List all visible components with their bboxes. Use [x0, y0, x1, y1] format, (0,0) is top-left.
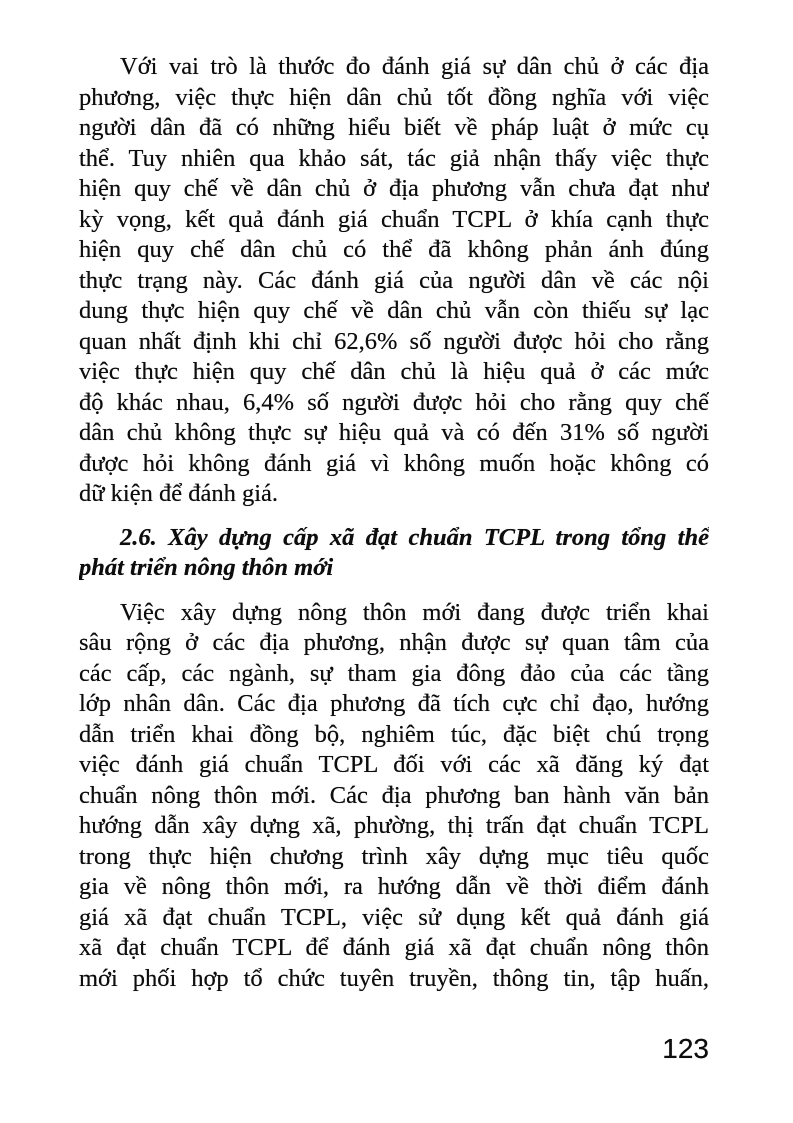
paragraph-new-rural-development-line-4: lớp nhân dân. Các địa phương đã tích cực chỉ đạo, hướng: [79, 690, 709, 717]
paragraph-democracy-assessment-line-7: hiện quy chế dân chủ có thể đã không phản ánh đúng: [79, 236, 709, 263]
paragraph-democracy-assessment: [79, 52, 709, 510]
paragraph-democracy-assessment-line-1: Với vai trò là thước đo đánh giá sự dân chủ ở các địa: [120, 53, 709, 80]
paragraph-democracy-assessment-line-4: thể. Tuy nhiên qua khảo sát, tác giả nhận thấy việc thực: [79, 144, 709, 172]
paragraph-democracy-assessment-line-9: dung thực hiện quy chế về dân chủ vẫn còn thiếu sự lạc: [79, 297, 709, 324]
paragraph-democracy-assessment-line-12: độ khác nhau, 6,4% số người được hỏi cho rằng quy chế: [79, 388, 709, 416]
paragraph-democracy-assessment-line-6: kỳ vọng, kết quả đánh giá chuẩn TCPL ở khía cạnh thực: [79, 205, 709, 233]
paragraph-new-rural-development-line-10: gia về nông thôn mới, ra hướng dẫn về thời điểm đánh: [79, 873, 709, 900]
paragraph-democracy-assessment-line-11: việc thực hiện quy chế dân chủ là hiệu quả ở các mức: [79, 358, 709, 385]
paragraph-democracy-assessment-line-5: hiện quy chế về dân chủ ở địa phương vẫn chưa đạt như: [79, 175, 709, 202]
paragraph-new-rural-development-line-7: chuẩn nông thôn mới. Các địa phương ban hành văn bản: [79, 781, 709, 809]
page-number: 123: [662, 1033, 709, 1064]
paragraph-democracy-assessment-line-13: dân chủ không thực sự hiệu quả và có đến 31% số người: [79, 419, 709, 446]
paragraph-new-rural-development-line-13: mới phối hợp tổ chức tuyên truyền, thông tin, tập huấn,: [79, 964, 709, 992]
paragraph-new-rural-development-line-6: việc đánh giá chuẩn TCPL đối với các xã đăng ký đạt: [79, 751, 709, 778]
paragraph-democracy-assessment-line-15: dữ kiện để đánh giá.: [79, 480, 279, 507]
paragraph-new-rural-development-line-12: xã đạt chuẩn TCPL để đánh giá xã đạt chuẩn nông thôn: [79, 934, 709, 961]
section-heading-2-6-line-1: 2.6. Xây dựng cấp xã đạt chuẩn TCPL trong tổng thể: [120, 523, 709, 551]
paragraph-democracy-assessment-line-14: được hỏi không đánh giá vì không muốn hoặc không có: [79, 449, 709, 477]
paragraph-democracy-assessment-line-2: phương, việc thực hiện dân chủ tốt đồng nghĩa với việc: [79, 83, 709, 111]
paragraph-new-rural-development-line-8: hướng dẫn xây dựng xã, phường, thị trấn đạt chuẩn TCPL: [79, 812, 709, 839]
paragraph-democracy-assessment-line-10: quan nhất định khi chỉ 62,6% số người được hỏi cho rằng: [79, 327, 709, 355]
section-heading-2-6: [79, 523, 709, 584]
paragraph-new-rural-development-line-11: giá xã đạt chuẩn TCPL, việc sử dụng kết quả đánh giá: [79, 903, 709, 931]
paragraph-new-rural-development: [79, 598, 709, 995]
paragraph-new-rural-development-line-1: Việc xây dựng nông thôn mới đang được triển khai: [120, 598, 709, 626]
paragraph-democracy-assessment-line-8: thực trạng này. Các đánh giá của người dân về các nội: [79, 266, 709, 294]
paragraph-new-rural-development-line-5: dẫn triển khai đồng bộ, nghiêm túc, đặc biệt chú trọng: [79, 720, 709, 748]
text-block: [79, 52, 709, 994]
paragraph-new-rural-development-line-9: trong thực hiện chương trình xây dựng mục tiêu quốc: [79, 842, 709, 870]
paragraph-new-rural-development-line-3: các cấp, các ngành, sự tham gia đông đảo của các tầng: [79, 659, 709, 687]
paragraph-democracy-assessment-line-3: người dân đã có những hiểu biết về pháp luật ở mức cụ: [79, 114, 709, 141]
section-heading-2-6-line-2: phát triển nông thôn mới: [79, 554, 334, 581]
paragraph-new-rural-development-line-2: sâu rộng ở các địa phương, nhận được sự quan tâm của: [79, 629, 709, 656]
